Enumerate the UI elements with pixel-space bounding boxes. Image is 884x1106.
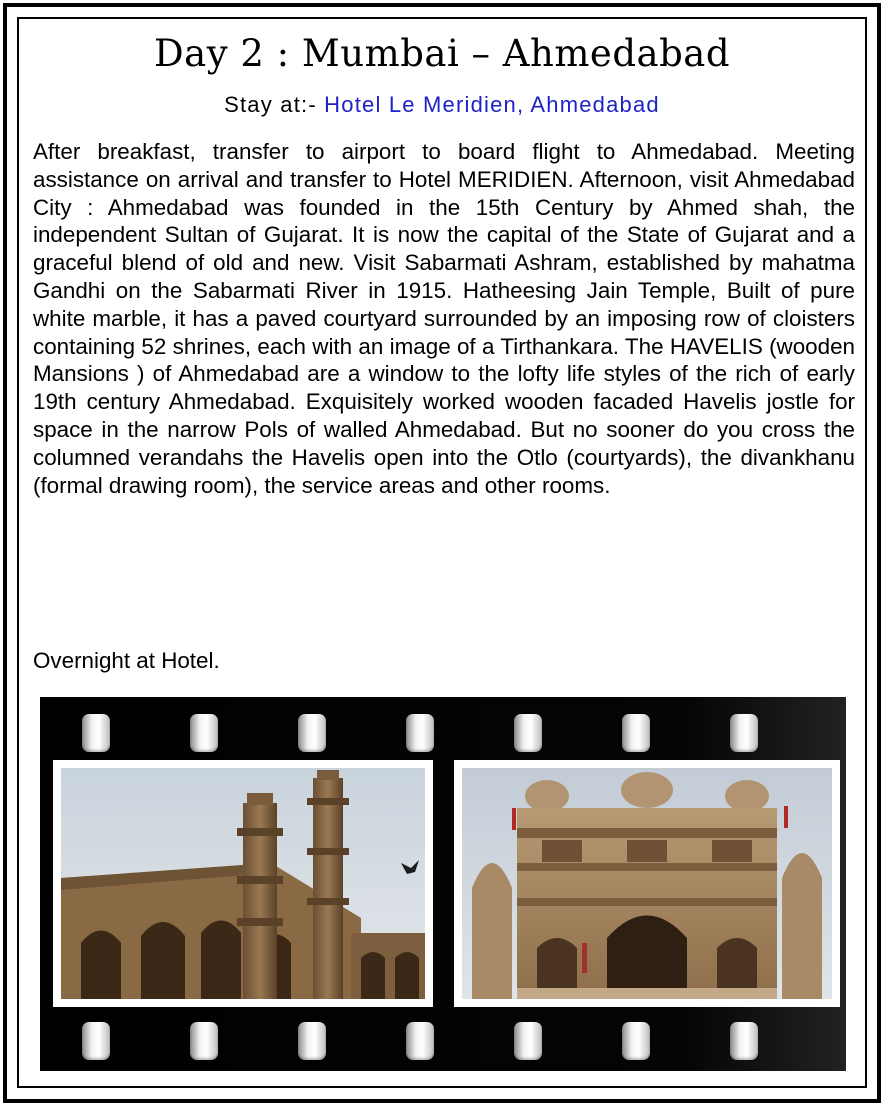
sprocket-hole — [190, 714, 218, 752]
sprocket-hole — [190, 1022, 218, 1060]
mosque-photo — [61, 768, 425, 999]
sprocket-hole — [730, 1022, 758, 1060]
sprocket-hole — [730, 714, 758, 752]
sprocket-hole — [514, 1022, 542, 1060]
overnight-note: Overnight at Hotel. — [33, 648, 220, 673]
stay-prefix: Stay at:- — [224, 92, 325, 117]
temple-photo — [462, 768, 832, 999]
day-title: Day 2 : Mumbai – Ahmedabad — [153, 32, 731, 75]
stay-line — [0, 92, 884, 118]
photo-filmstrip — [40, 697, 846, 1071]
itinerary-description: After breakfast, transfer to airport to board flight to Ahmedabad. Meeting assistance on arrival and transfer to Hotel MERIDIEN. Afternoon, visit Ahmedabad City : Ahmedabad was founded in the 15th Century by Ahmed shah, the independent Sultan of Gujarat. It is now the capital of the State of Gujarat and a graceful blend of old and new. Visit Sabarmati Ashram, established by mahatma Gandhi on the Sabarmati River in 1915. Hatheesing Jain Temple, Built of pure white marble, it has a paved courtyard surrounded by an imposing row of cloisters containing 52 shrines, each with an image of a Tirthankara. The HAVELIS (wooden Mansions ) of Ahmedabad are a window to the lofty life styles of the rich of early 19th century Ahmedabad. Exquisitely worked wooden facaded Havelis jostle for space in the narrow Pols of walled Ahmedabad. But no sooner do you cross the columned verandahs the Havelis open into the Otlo (courtyards), the divankhanu (formal drawing room), the service areas and other rooms. — [33, 139, 855, 498]
sprocket-hole — [622, 1022, 650, 1060]
sprocket-hole — [82, 714, 110, 752]
photo-frame-mosque — [53, 760, 433, 1007]
photo-frame-temple — [454, 760, 840, 1007]
sprocket-hole — [622, 714, 650, 752]
sprocket-hole — [298, 714, 326, 752]
sprocket-hole — [298, 1022, 326, 1060]
sprocket-hole — [514, 714, 542, 752]
sprocket-hole — [82, 1022, 110, 1060]
hotel-name-link[interactable]: Hotel Le Meridien, Ahmedabad — [324, 92, 660, 117]
sprocket-hole — [406, 1022, 434, 1060]
sprocket-hole — [406, 714, 434, 752]
